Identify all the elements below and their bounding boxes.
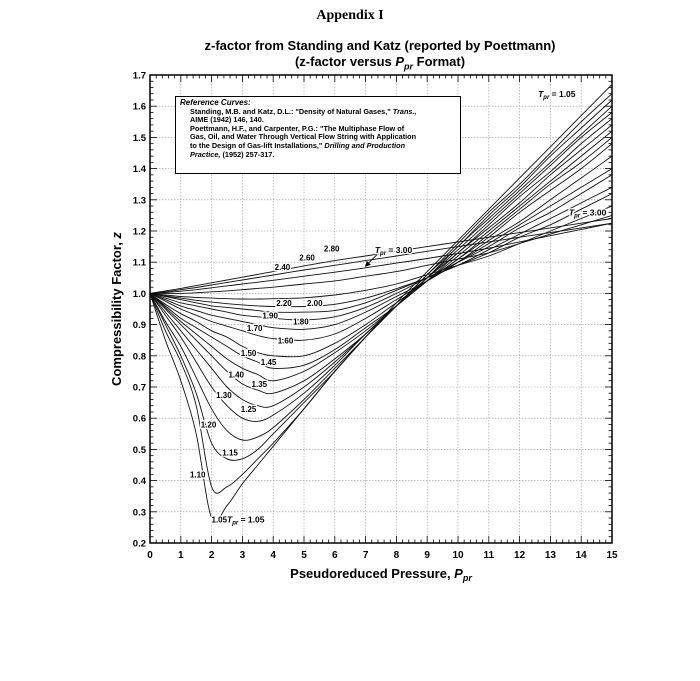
ref2-a: Poettmann, H.F., and Carpenter, P.G.: "The Multiphase Flow of: [190, 123, 405, 133]
ref1-journal: Trans.,: [392, 106, 417, 116]
x-tick-label: 2: [208, 550, 215, 561]
y-tick-label: 0.3: [132, 507, 146, 519]
y-axis-label: Compressibility Factor, z: [109, 232, 124, 386]
ref2-journal: Drilling and Production: [324, 140, 406, 150]
y-tick-label: 1.3: [132, 195, 146, 207]
curve-label-1.60: 1.60: [277, 336, 294, 346]
x-axis-label: Pseudoreduced Pressure, $P_{pr}$: [290, 566, 472, 583]
curve-label-1.70: 1.70: [246, 323, 263, 333]
chart-title-line2: (z-factor versus $P_{pr}$ Format): [294, 54, 466, 72]
curve-label-2.60: 2.60: [299, 253, 315, 263]
curve-label-1.15: 1.15: [222, 448, 238, 458]
x-tick-label: 14: [575, 550, 587, 561]
x-tick-label: 12: [514, 550, 526, 561]
x-tick-label: 13: [544, 550, 556, 561]
y-tick-label: 0.7: [132, 382, 146, 394]
tpr-annotation: $T_{pr} = 3.00$: [374, 244, 413, 257]
x-tick-label: 4: [270, 550, 276, 561]
curve-label-1.35: 1.35: [251, 380, 268, 389]
y-tick-label: 1.1: [132, 257, 146, 269]
curve-label-1.10: 1.10: [189, 470, 206, 480]
tpr-annotation: $T_{pr} = 1.05$: [227, 514, 265, 527]
reference-2: [180, 125, 456, 159]
y-tick-label: 1.4: [132, 164, 146, 176]
curve-label-2.00: 2.00: [306, 298, 323, 308]
y-tick-label: 1.7: [132, 70, 146, 82]
y-tick-label: 0.5: [132, 444, 146, 456]
curve-tpr-2.80: [150, 223, 612, 293]
ref1-b: AIME (1942) 146, 140.: [190, 115, 264, 125]
tpr-annotation: $T_{pr} = 1.05$: [538, 88, 576, 101]
x-tick-label: 11: [483, 550, 495, 561]
appendix-title: Appendix I: [316, 8, 384, 23]
y-tick-label: 1.6: [132, 101, 146, 113]
x-tick-label: 3: [239, 550, 246, 561]
curve-label-1.50: 1.50: [240, 348, 257, 358]
y-tick-label: 0.4: [132, 476, 146, 488]
reference-box: [175, 96, 461, 174]
curve-label-2.80: 2.80: [323, 244, 340, 254]
ref2-journal2: Practice,: [190, 149, 221, 159]
ref2-b: Gas, Oil, and Water Through Vertical Flow String with Application: [190, 132, 417, 142]
ref2-d: (1952) 257-317.: [222, 149, 275, 159]
reference-header: Reference Curves:: [180, 98, 251, 107]
x-tick-label: 9: [424, 550, 430, 561]
ref1-a: Standing, M.B. and Katz, D.L.: "Density of Natural Gases,": [190, 106, 391, 116]
curve-tpr-1.60: [150, 156, 612, 340]
curve-label-1.20: 1.20: [200, 420, 217, 430]
chart-title-line1: z-factor from Standing and Katz (reported by Poettmann): [204, 38, 556, 53]
x-tick-label: 6: [332, 550, 338, 561]
curve-label-1.25: 1.25: [240, 404, 257, 414]
x-tick-label: 15: [606, 550, 618, 561]
y-tick-label: 0.2: [132, 538, 146, 550]
tpr-annotation: $T_{pr} = 3.00$: [568, 207, 607, 220]
y-tick-label: 1.2: [132, 226, 146, 238]
y-tick-label: 0.8: [132, 351, 146, 363]
x-tick-label: 10: [452, 550, 464, 561]
curve-label-1.40: 1.40: [228, 370, 245, 380]
curve-label-1.45: 1.45: [260, 358, 277, 368]
curve-label-1.05: 1.05: [211, 515, 228, 525]
y-tick-label: 1.0: [132, 288, 146, 300]
x-tick-label: 0: [147, 550, 153, 561]
reference-1: [180, 108, 456, 125]
x-tick-label: 7: [362, 550, 369, 561]
curve-tpr-1.70: [150, 169, 612, 330]
curve-label-1.80: 1.80: [293, 317, 309, 327]
y-tick-label: 0.6: [132, 413, 146, 425]
y-tick-label: 0.9: [132, 320, 146, 332]
curve-label-2.20: 2.20: [276, 298, 292, 308]
curve-label-1.90: 1.90: [262, 311, 278, 321]
curve-label-1.30: 1.30: [216, 390, 232, 400]
x-tick-label: 1: [178, 550, 184, 561]
ref2-c: to the Design of Gas-lift Installations,": [190, 140, 323, 150]
curve-label-2.40: 2.40: [274, 263, 291, 272]
y-tick-label: 1.5: [132, 132, 146, 144]
x-tick-label: 5: [301, 550, 307, 561]
x-tick-label: 8: [393, 550, 400, 561]
